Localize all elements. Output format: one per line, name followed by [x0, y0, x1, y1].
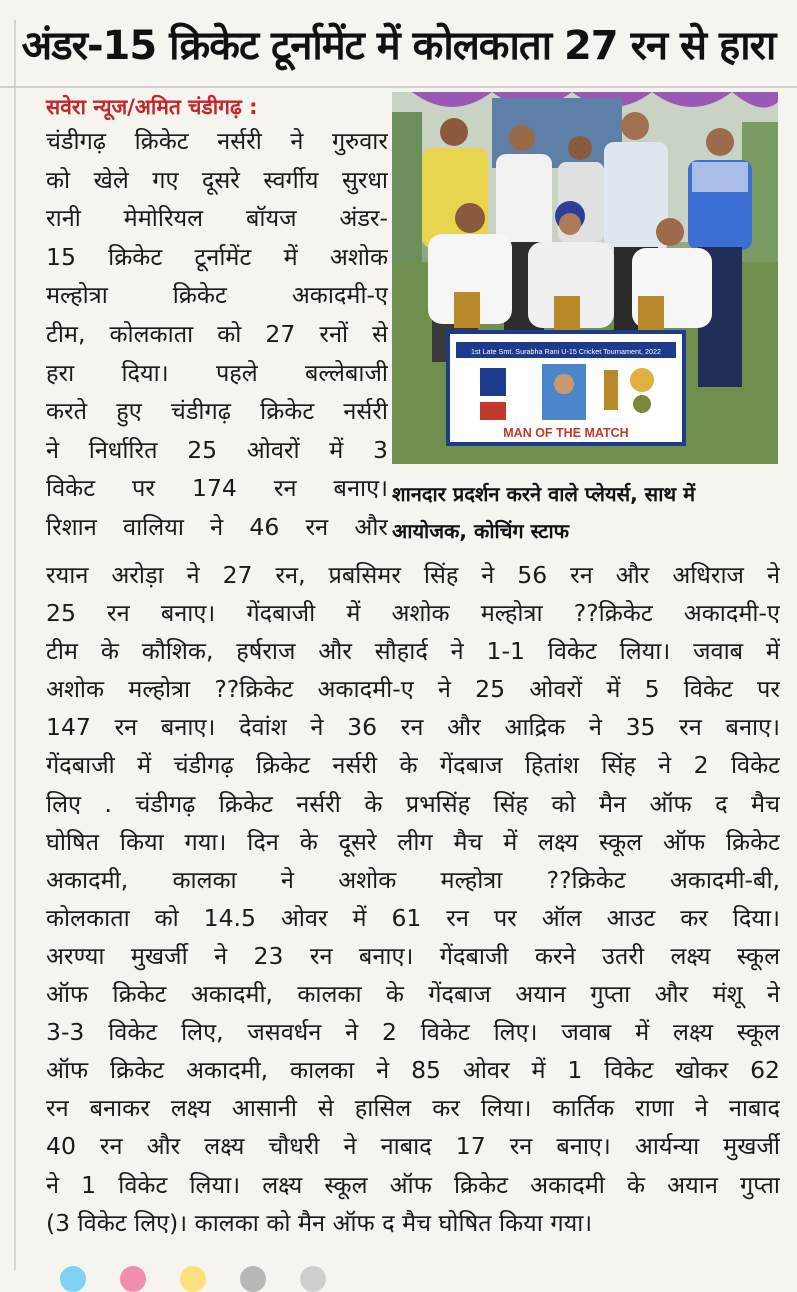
article-line: 25 रन बनाए। गेंदबाजी में अशोक मल्होत्रा ??क्रिकेट अकादमी-ए — [46, 599, 780, 628]
share-dot-icon — [300, 1266, 326, 1292]
article-line: अशोक मल्होत्रा ??क्रिकेट अकादमी-ए ने 25 ओवरों में 5 विकेट पर — [46, 675, 780, 704]
article-line: चंडीगढ़ क्रिकेट नर्सरी ने गुरुवार — [46, 127, 388, 155]
article-line: को खेले गए दूसरे स्वर्गीय सुरधा — [46, 165, 388, 194]
article-line: मल्होत्रा क्रिकेट अकादमी-ए — [46, 281, 388, 310]
caption-line: शानदार प्रदर्शन करने वाले प्लेयर्स, साथ में — [392, 482, 696, 506]
bottom-toolbar-partial — [60, 1266, 326, 1286]
article-line: 147 रन बनाए। देवांश ने 36 रन और आद्रिक ने 35 रन बनाए। — [46, 713, 780, 742]
article-line: रानी मेमोरियल बॉयज अंडर- — [46, 204, 388, 233]
caption-line: आयोजक, कोचिंग स्टाफ — [392, 519, 570, 543]
article-line: ने निर्धारित 25 ओवरों में 3 — [46, 435, 388, 464]
column-rule — [14, 20, 16, 1270]
share-dot-icon — [180, 1266, 206, 1292]
article-line: रन बनाकर लक्ष्य आसानी से हासिल कर लिया। कार्तिक राणा ने नाबाद — [46, 1094, 780, 1123]
article-line: 40 रन और लक्ष्य चौधरी ने नाबाद 17 रन बनाए। आर्यन्या मुखर्जी — [46, 1132, 780, 1161]
share-dot-icon — [60, 1266, 86, 1292]
article-line: रिशान वालिया ने 46 रन और — [46, 512, 388, 541]
article-line: घोषित किया गया। दिन के दूसरे लीग मैच में लक्ष्य स्कूल ऑफ क्रिकेट — [46, 827, 780, 856]
byline: सवेरा न्यूज/अमित चंडीगढ़ : — [46, 95, 258, 119]
article-line: अरण्या मुखर्जी ने 23 रन बनाए। गेंदबाजी करने उतरी लक्ष्य स्कूल — [46, 941, 780, 970]
article-line: लिए . चंडीगढ़ क्रिकेट नर्सरी के प्रभसिंह सिंह को मैन ऑफ द मैच — [46, 789, 780, 818]
article-line: ने 1 विकेट लिया। लक्ष्य स्कूल ऑफ क्रिकेट अकादमी के अयान गुप्ता — [46, 1170, 780, 1199]
article-line: हरा दिया। पहले बल्लेबाजी — [46, 358, 388, 387]
article-line: 15 क्रिकेट टूर्नामेंट में अशोक — [46, 242, 388, 271]
article-line: 3-3 विकेट लिए, जसवर्धन ने 2 विकेट लिए। जवाब में लक्ष्य स्कूल — [46, 1018, 780, 1047]
article-line: विकेट पर 174 रन बनाए। — [46, 474, 388, 503]
article-body — [46, 556, 780, 1242]
article-line: रयान अरोड़ा ने 27 रन, प्रबसिमर सिंह ने 56 रन और अधिराज ने — [46, 561, 780, 589]
article-line: ऑफ क्रिकेट अकादमी, कालका के गेंदबाज अयान गुप्ता और मंशू ने — [46, 980, 780, 1009]
banner-text: MAN OF THE MATCH — [503, 426, 629, 440]
article-line: ऑफ क्रिकेट अकादमी, कालका ने 85 ओवर में 1 विकेट खोकर 62 — [46, 1056, 780, 1085]
article-line: अकादमी, कालका ने अशोक मल्होत्रा ??क्रिकेट अकादमी-बी, — [46, 865, 780, 894]
article-line: गेंदबाजी में चंडीगढ़ क्रिकेट नर्सरी के गेंदबाज हितांश सिंह ने 2 विकेट — [46, 751, 780, 780]
article-line: टीम के कौशिक, हर्षराज और सौहार्द ने 1-1 विकेट लिया। जवाब में — [46, 637, 780, 666]
article-line-last: (3 विकेट लिए)। कालका को मैन ऑफ द मैच घोषित किया गया। — [46, 1208, 593, 1237]
article-line: टीम, कोलकाता को 27 रनों से — [46, 319, 388, 348]
banner-title: 1st Late Smt. Surabha Rani U-15 Cricket Tournament, 2022 — [470, 347, 662, 356]
intro-column — [46, 92, 388, 547]
article-line: कोलकाता को 14.5 ओवर में 61 रन पर ऑल आउट कर दिया। — [46, 903, 780, 932]
players-photo-illustration — [392, 92, 778, 464]
photo-caption — [392, 476, 792, 550]
headline: अंडर-15 क्रिकेट टूर्नामेंट में कोलकाता 27 रन से हारा — [0, 0, 797, 88]
share-dot-icon — [240, 1266, 266, 1292]
share-dot-icon — [120, 1266, 146, 1292]
article-line: करते हुए चंडीगढ़ क्रिकेट नर्सरी — [46, 397, 388, 426]
news-photo — [392, 92, 778, 464]
